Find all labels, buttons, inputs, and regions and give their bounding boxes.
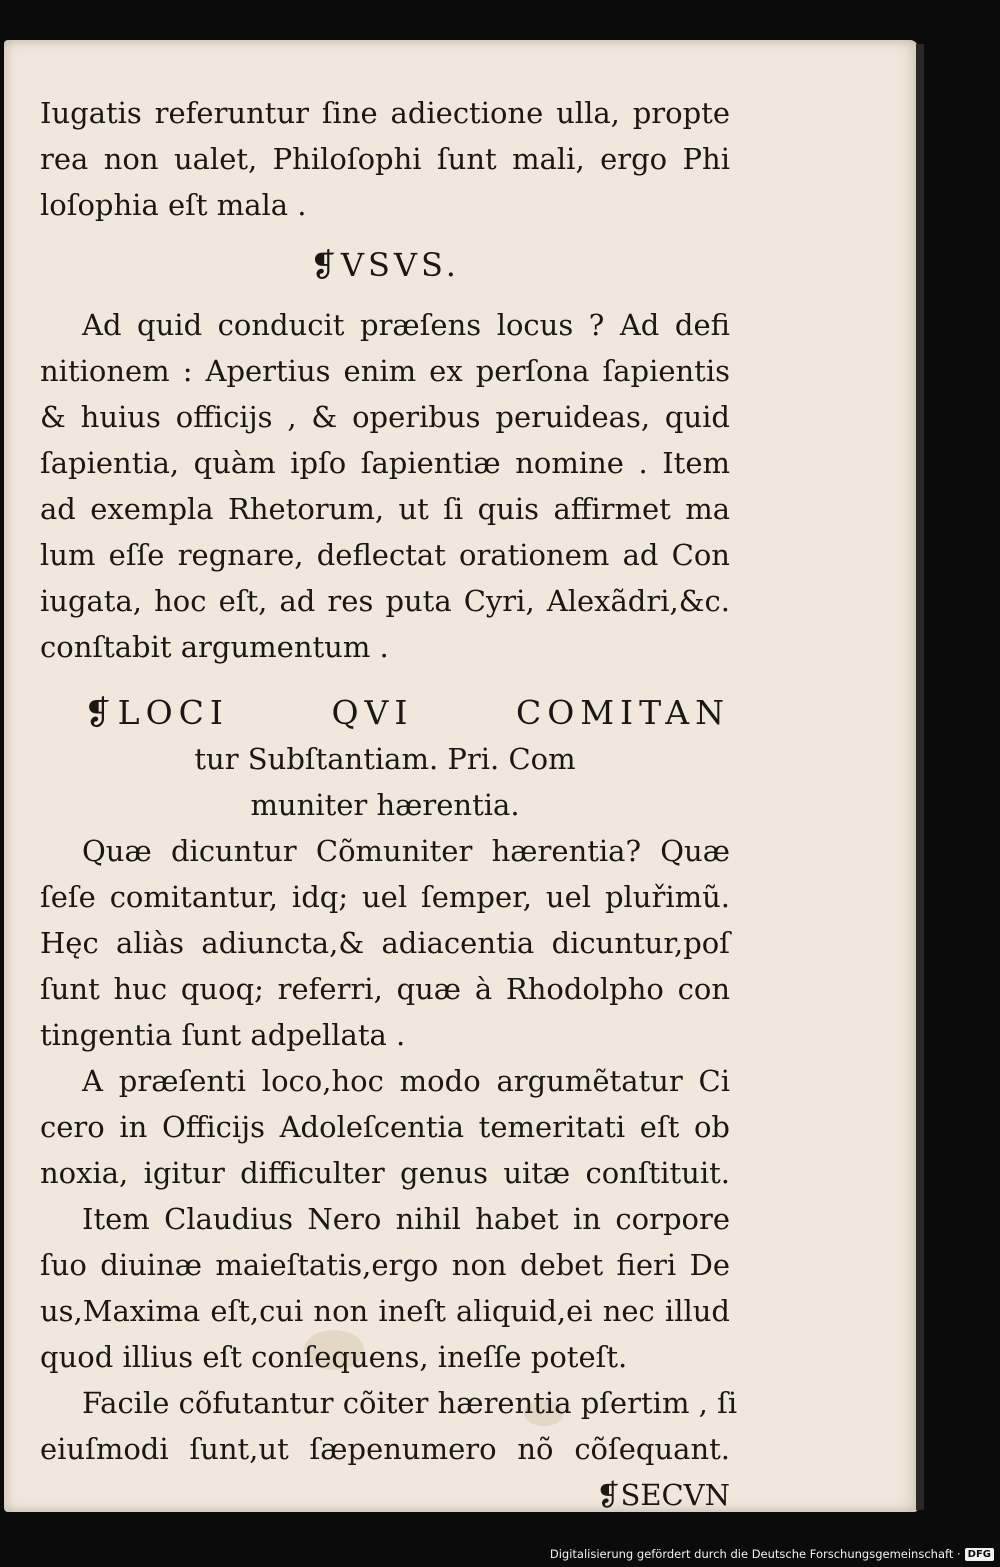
footer-credit xyxy=(550,1544,994,1564)
text-line: Quæ dicuntur Cõmuniter hærentia? Quæ xyxy=(82,834,730,868)
text-line: tingentia ſunt adpellata . xyxy=(40,1018,406,1052)
text-line: ſunt huc quoq; referri, quæ à Rhodolpho con xyxy=(40,972,730,1006)
text-line: cero in Officijs Adoleſcentia temeritati eſt ob xyxy=(40,1110,730,1144)
text-line: conſtabit argumentum . xyxy=(40,630,389,664)
text-line: noxia, igitur difficulter genus uitæ conſtituit. xyxy=(40,1156,730,1190)
section-heading-cont: muniter hærentia. xyxy=(250,788,520,822)
section-heading-usus: ❡VSVS. xyxy=(310,246,460,284)
text-line: rea non ualet, Philoſophi ſunt mali, ergo Phi xyxy=(40,142,730,176)
text-line: Hęc aliàs adiuncta,& adiacentia dicuntur,poſ xyxy=(40,926,730,960)
text-line: quod illius eſt conſequens, ineſſe poteſt. xyxy=(40,1340,628,1374)
text-line: ſapientia, quàm ipſo ſapientiæ nomine . Item xyxy=(40,446,730,480)
text-line: ſeſe comitantur, idq; uel ſemper, uel pluřimũ. xyxy=(40,880,730,914)
text-line: Facile cõfutantur cõiter hærentia pſertim , ſi xyxy=(82,1386,738,1420)
text-line: ſuo diuinæ maieſtatis,ergo non debet fieri De xyxy=(40,1248,730,1282)
book-page xyxy=(4,40,918,1512)
text-line: Iugatis referuntur ſine adiectione ulla, propte xyxy=(40,96,730,130)
text-line: Item Claudius Nero nihil habet in corpore xyxy=(82,1202,730,1236)
page-edge xyxy=(916,44,924,1510)
section-heading-cont: tur Subſtantiam. Pri. Com xyxy=(194,742,576,776)
text-line: loſophia eſt mala . xyxy=(40,188,307,222)
text-line: Ad quid conducit præſens locus ? Ad defi xyxy=(82,308,730,342)
text-line: A præſenti loco,hoc modo argumẽtatur Ci xyxy=(82,1064,730,1098)
credit-text: Digitalisierung gefördert durch die Deutsche Forschungsgemeinschaft · xyxy=(549,1547,961,1561)
text-line: eiuſmodi ſunt,ut ſæpenumero nõ cõſequant. xyxy=(40,1432,730,1466)
page-text xyxy=(40,90,738,1518)
dfg-logo: DFG xyxy=(965,1548,994,1561)
text-line: iugata, hoc eſt, ad res puta Cyri, Alexãdri,&c. xyxy=(40,584,730,618)
text-line: lum eſſe regnare, deflectat orationem ad Con xyxy=(40,538,730,572)
catchword: ❡SECVN xyxy=(596,1478,730,1512)
text-line: us,Maxima eſt,cui non ineſt aliquid,ei nec illud xyxy=(40,1294,730,1328)
text-line: & huius officijs , & operibus peruideas, quid xyxy=(40,400,730,434)
section-heading-loci: ❡LOCI QVI COMITAN xyxy=(84,693,730,732)
text-line: ad exempla Rhetorum, ut ſi quis affirmet ma xyxy=(40,492,730,526)
text-line: nitionem : Apertius enim ex perſona ſapientis xyxy=(40,354,730,388)
